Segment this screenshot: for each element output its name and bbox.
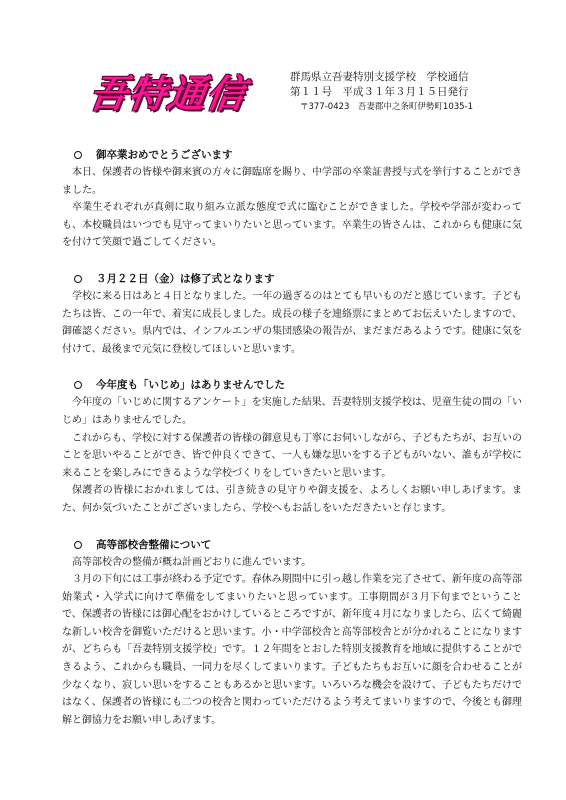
section-title-text: 高等部校舎整備について [96, 538, 212, 551]
article-body [62, 146, 522, 747]
section-closing-ceremony [62, 270, 522, 358]
section-title-text: ３月２２日（金）は修了式となります [96, 272, 275, 285]
paragraph: 保護者の皆様におかれましては、引き続きの見守りや御支援を、よろしくお願い申しあげます。また、何か気づいたことがございましたら、学校へもお話しをいただきたいと存じます。 [62, 485, 522, 514]
section-title [62, 376, 522, 394]
circle-bullet-icon [74, 275, 82, 283]
circle-bullet-icon [74, 381, 82, 389]
section-title-text: 今年度も「いじめ」はありませんでした [96, 379, 285, 392]
issue-info: 第１１号 平成３１年３月１５日発行 [290, 86, 469, 98]
school-name: 群馬県立吾妻特別支援学校 学校通信 [290, 71, 469, 83]
logo-text: 吾特通信 [86, 71, 249, 116]
newsletter-logo [80, 66, 256, 114]
section-title-text: 御卒業おめでとうございます [96, 149, 233, 161]
section-title [62, 270, 522, 288]
paragraph: 本日、保護者の皆様や御来賓の方々に御臨席を賜り、中学部の卒業証書授与式を挙行することができました。 [62, 167, 522, 196]
paragraph: 卒業生それぞれが真剣に取り組み立派な態度で式に臨むことができました。学校や学部が変わっても、本校職員はいつでも見守ってまいりたいと思っています。卒業生の皆さんは、これからも健康に気を付けて笑顔で過ごしてください。 [62, 202, 522, 249]
section-title [62, 146, 522, 164]
paragraph: 高等部校舎の整備が概ね計画どおりに進んでいます。 [72, 556, 312, 568]
section-bullying [62, 376, 522, 517]
paragraph: 今年度の「いじめに関するアンケート」を実施した結果、吾妻特別支援学校は、児童生徒の間の「いじめ」はありませんでした。 [62, 397, 522, 426]
paragraph: 学校に来る日はあと４日となりました。一年の過ぎるのはとても早いものだと感じています。子どもたちは皆、この一年で、着実に成長しました。成長の様子を連絡票にまとめてお伝えいたしますので、御確認ください。県内では、インフルエンザの集団感染の報告が、まだまだあるようです。健康に気を付けて、最後まで元気に登校してほしいと思います。 [62, 290, 522, 355]
school-address: 〒377-0423 吾妻郡中之条町伊勢町1035-1 [300, 102, 474, 112]
section-high-school-building [62, 536, 522, 730]
circle-bullet-icon [74, 541, 82, 549]
section-title [62, 536, 522, 554]
header-info [290, 70, 540, 114]
circle-bullet-icon [74, 151, 82, 159]
section-graduation [62, 146, 522, 252]
paragraph: これからも、学校に対する保護者の皆様の御意見も丁寧にお伺いしながら、子どもたちが、お互いのことを思いやることができ、皆で仲良くできて、一人も嫌な思いをする子どもがいない、誰もが学校に来ることを楽しみにできるような学校づくりをしていきたいと思います。 [62, 432, 522, 479]
paragraph: ３月の下旬には工事が終わる予定です。春休み期間中に引っ越し作業を完了させて、新年度の高等部始業式・入学式に向けて準備をしてまいりたいと思っています。工事期間が３月下旬までということで、保護者の皆様には御心配をおかけしているところですが、新年度４月になりましたら、広くて綺麗な新しい校舎を御覧いただけると思います。小・中学部校舎と高等部校舎とが分かれることになりますが、どちらも「吾妻特別支援学校」です。１２年間をとおした特別支援教育を地域に提供することができるよう、これからも職員、一同力を尽くしてまいります。子どもたちもお互いに顔を合わせることが少なくなり、寂しい思いをすることもあるかと思います。いろいろな機会を設けて、子どもたちだけではなく、保護者の皆様にも二つの校舎と関わっていただけるよう考えてまいりますので、今後とも御理解と御協力をお願い申しあげます。 [62, 574, 522, 726]
